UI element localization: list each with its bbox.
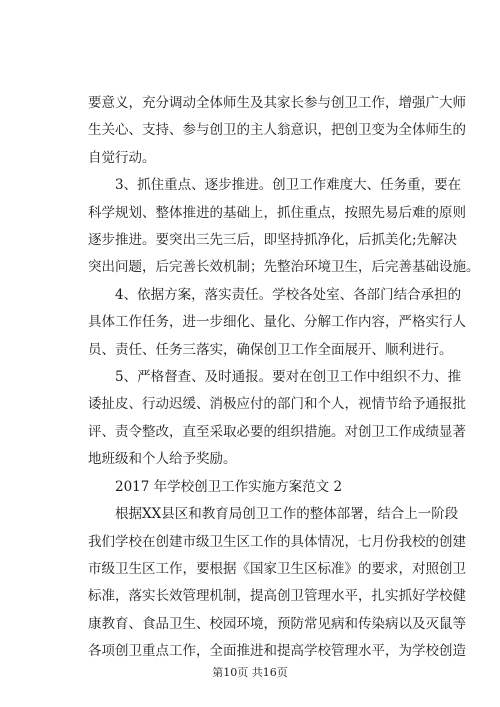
text-line: 评、责令整改，直至采取必要的组织措施。对创卫工作成绩显著 <box>88 423 466 440</box>
text-line: 逐步推进。要突出三先三后，即坚持抓净化，后抓美化;先解决 <box>88 232 458 249</box>
text-line: 3、抓住重点、逐步推进。创卫工作难度大、任务重，要在 <box>88 177 462 194</box>
page-footer: 第10页 共16页 <box>212 666 288 679</box>
text-line: 根据XX县区和教育局创卫工作的整体部署，结合上一阶段 <box>88 506 459 523</box>
text-line: 各项创卫重点工作，全面推进和提高学校管理水平，为学校创造 <box>88 643 466 660</box>
body-text <box>88 90 480 666</box>
text-line: 诿扯皮、行动迟缓、消极应付的部门和个人，视情节给予通报批 <box>88 396 466 413</box>
text-line: 科学规划、整体推进的基础上，抓住重点，按照先易后难的原则 <box>88 204 466 221</box>
text-line: 4、依据方案，落实责任。学校各处室、各部门结合承担的 <box>88 286 462 303</box>
text-line: 标准，落实长效管理机制，提高创卫管理水平，扎实抓好学校健 <box>88 588 466 605</box>
text-line: 具体工作任务，进一步细化、量化、分解工作内容，严格实行人 <box>88 314 466 331</box>
text-line: 员、责任、任务三落实，确保创卫工作全面展开、顺利进行。 <box>88 341 453 358</box>
text-line: 市级卫生区工作，要根据《国家卫生区标准》的要求，对照创卫 <box>88 560 466 577</box>
text-line: 我们学校在创建市级卫生区工作的具体情况，七月份我校的创建 <box>88 533 466 550</box>
text-line: 5、严格督查、及时通报。要对在创卫工作中组织不力、推 <box>88 369 462 386</box>
text-line: 要意义，充分调动全体师生及其家长参与创卫工作，增强广大师 <box>88 95 466 111</box>
text-line: 自觉行动。 <box>88 149 156 166</box>
text-line: 地班级和个人给予奖励。 <box>88 451 237 468</box>
text-line: 康教育、食品卫生、校园环境，预防常见病和传染病以及灭鼠等 <box>88 615 466 632</box>
text-line: 突出问题，后完善长效机制；先整治环境卫生，后完善基础设施。 <box>88 259 480 276</box>
section-heading: 2017 年学校创卫工作实施方案范文 2 <box>88 478 343 495</box>
text-line: 生关心、支持、参与创卫的主人翁意识，把创卫变为全体师生的 <box>88 122 466 139</box>
